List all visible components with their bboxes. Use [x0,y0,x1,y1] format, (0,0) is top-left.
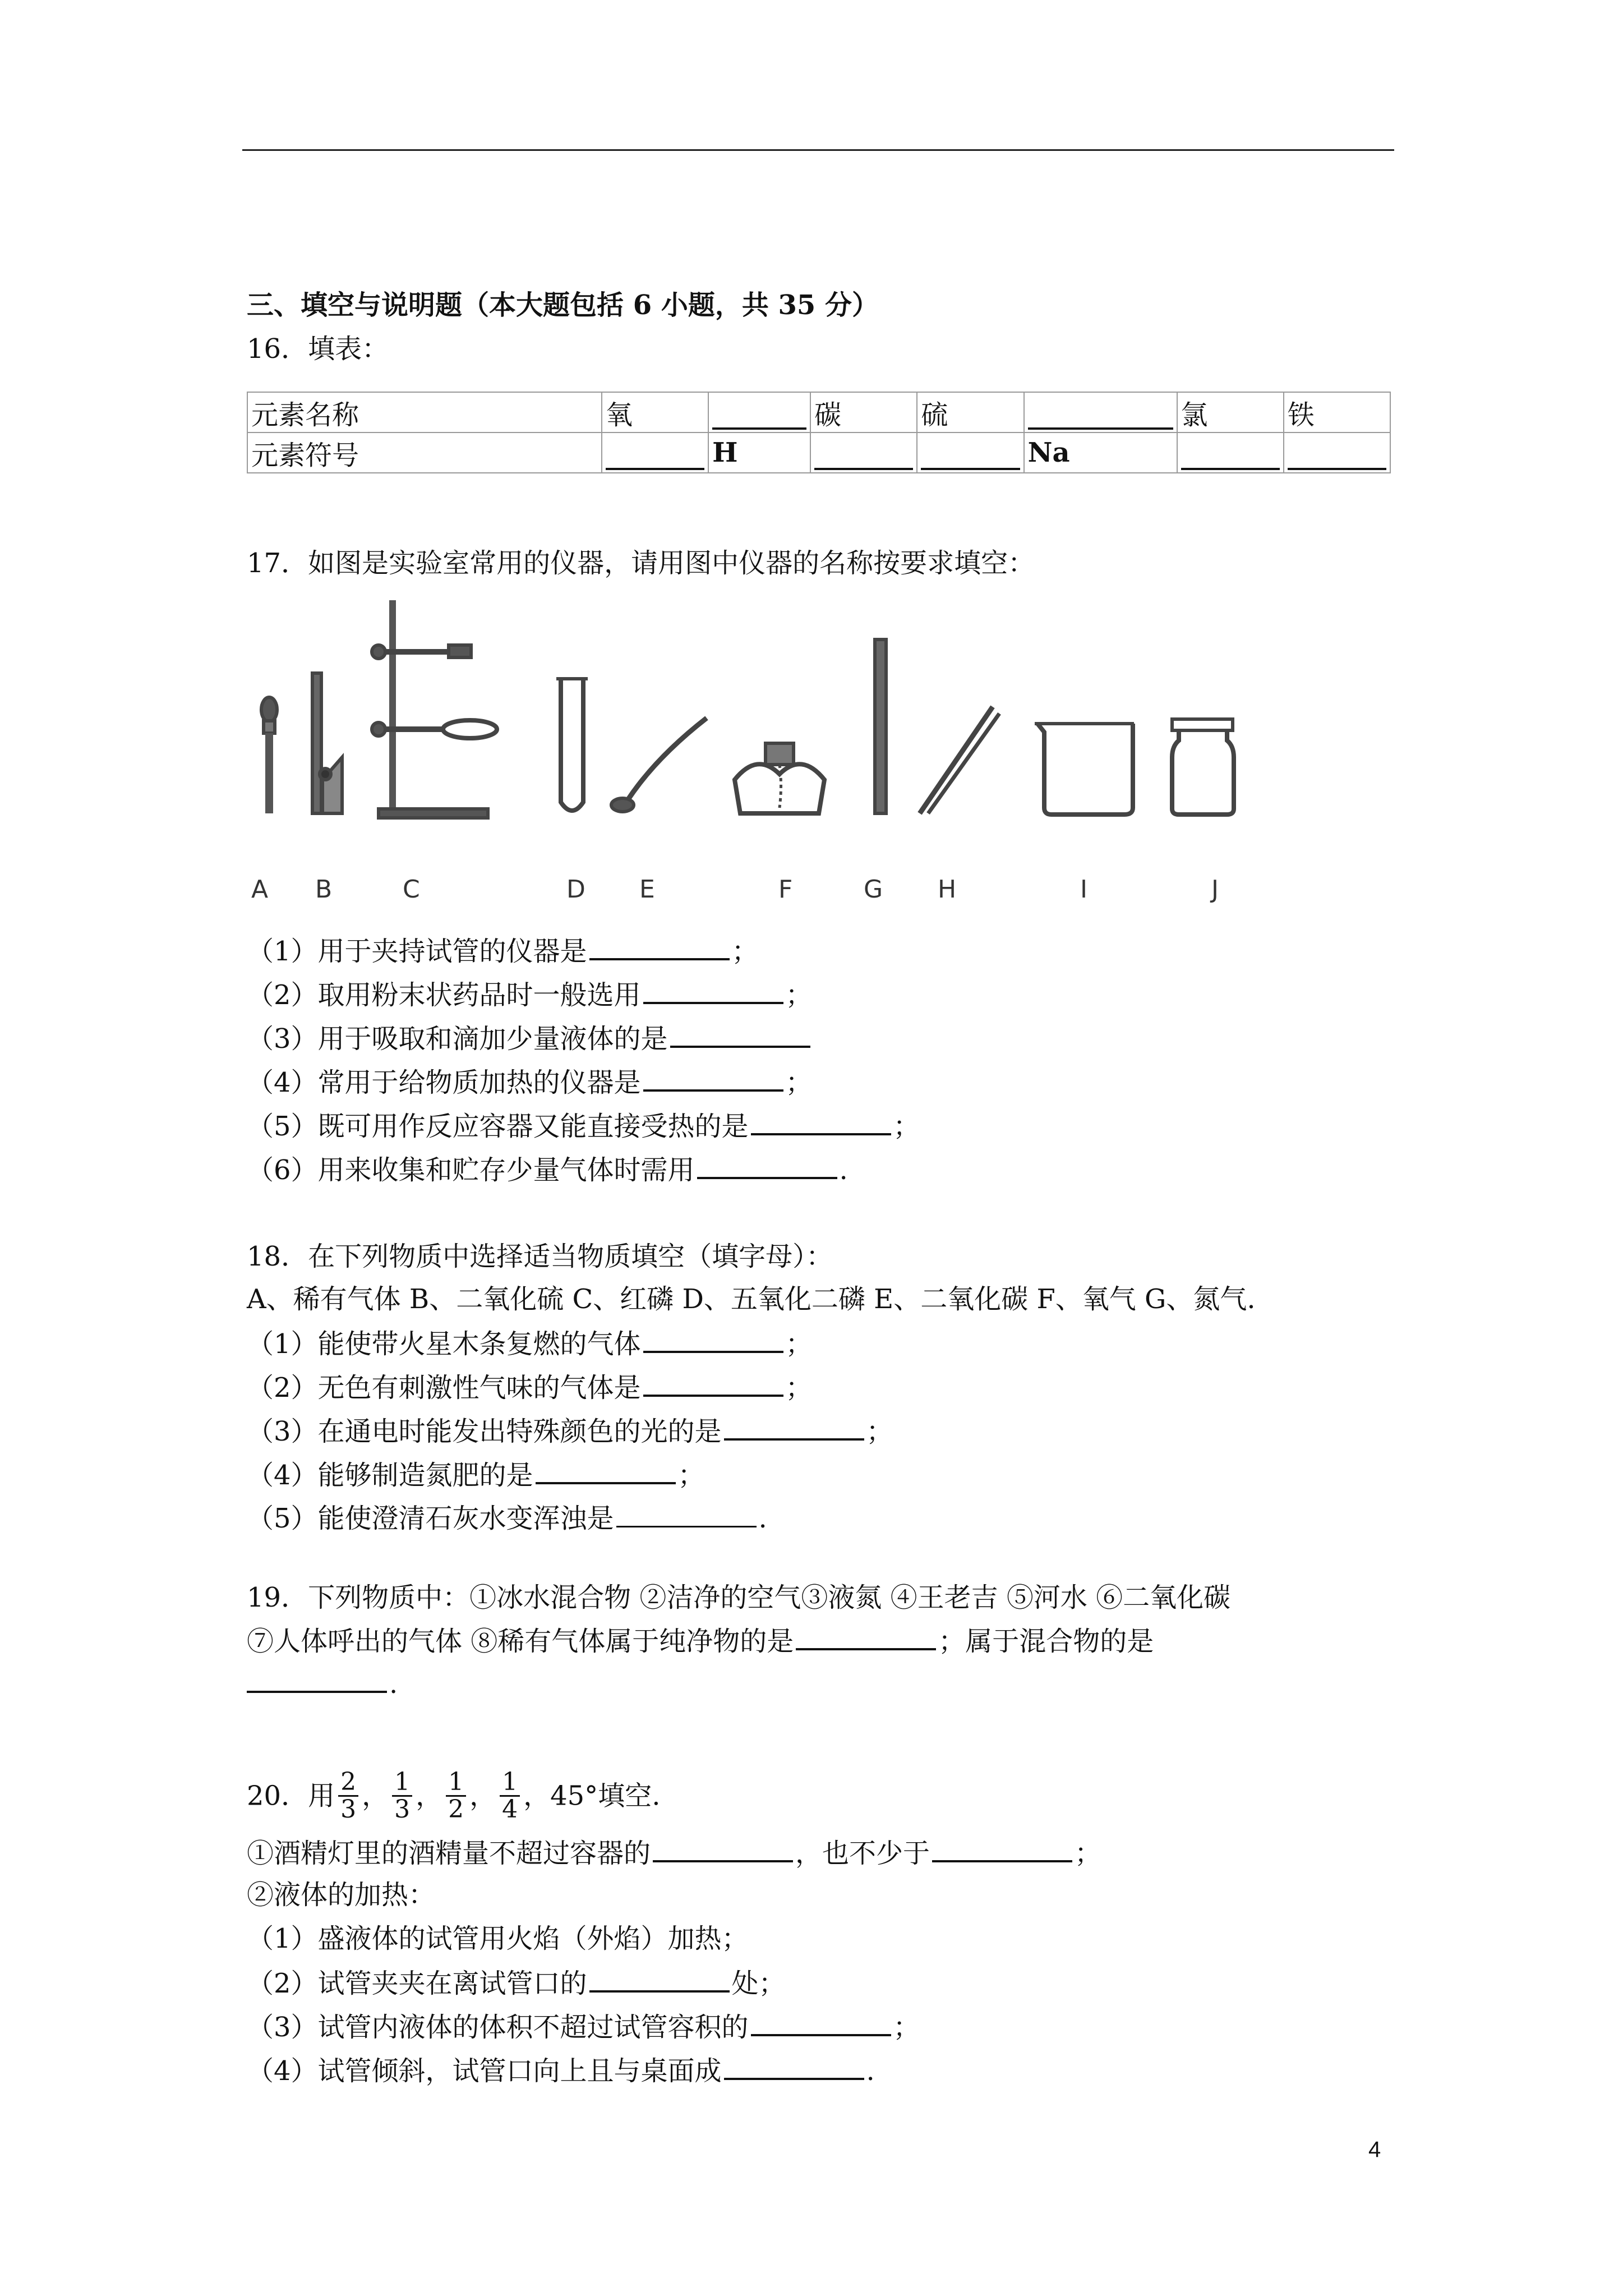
answer-blank[interactable] [724,1412,864,1441]
label-e: E [639,875,655,904]
answer-blank[interactable] [589,932,730,960]
q20-item-2: （2）试管夹夹在离试管口的 处； [247,1964,786,2001]
label-i: I [1080,875,1087,904]
answer-blank[interactable] [643,1064,783,1092]
label-g: G [864,875,883,904]
fraction: $\frac{1}{3}$ [392,1769,412,1823]
q17-title: 17．如图是实验室常用的仪器，请用图中仪器的名称按要求填空： [247,547,1035,579]
gas-collecting-bottle-icon [1172,719,1234,815]
q17-item-1: （1）用于夹持试管的仪器是 ； [247,932,759,969]
q18-title: 18．在下列物质中选择适当物质填空（填字母）： [247,1241,833,1272]
answer-blank[interactable] [643,976,783,1004]
q18-item-3: （3）在通电时能发出特殊颜色的光的是 ； [247,1412,893,1450]
q20-item-3: （3）试管内液体的体积不超过试管容积的 ； [247,2008,920,2045]
q17-item-6: （6）用来收集和贮存少量气体时需用 . [247,1151,848,1188]
table-row-names [247,392,1390,432]
table-cell-blank[interactable] [602,432,708,473]
answer-blank[interactable] [589,1964,730,1993]
q20-item-1: （1）盛液体的试管用火焰（外焰）加热； [247,1923,749,1954]
q18-item-2: （2）无色有刺激性气味的气体是 ； [247,1369,813,1406]
table-cell: H [708,432,810,473]
q20-item-4: （4）试管倾斜，试管口向上且与桌面成 . [247,2052,875,2089]
header-rule [242,149,1394,151]
table-cell: 氯 [1177,392,1284,432]
answer-blank[interactable] [643,1325,783,1353]
table-cell-blank[interactable] [1024,392,1177,432]
alcohol-lamp-icon [735,743,824,813]
table-cell: 元素符号 [247,432,602,473]
table-cell-blank[interactable] [810,432,917,473]
table-cell: Na [1024,432,1177,473]
q17-item-4: （4）常用于给物质加热的仪器是 ； [247,1064,813,1101]
label-d: D [566,875,585,904]
lab-apparatus-figure [241,589,1284,825]
element-table [247,392,1391,473]
table-cell-blank[interactable] [917,432,1023,473]
q20-line-1: ①酒精灯里的酒精量不超过容器的 ，也不少于 ； [247,1834,1101,1871]
fraction: $\frac{2}{3}$ [338,1769,358,1823]
test-tube-icon [556,679,588,811]
dropper-icon [261,697,277,813]
answer-blank[interactable] [796,1622,936,1650]
table-cell-blank[interactable] [1284,432,1390,473]
label-b: B [315,875,333,904]
answer-blank[interactable] [247,1665,387,1693]
label-f: F [778,875,793,904]
q19-line-2: ⑦人体呼出的气体 ⑧稀有气体属于纯净物的是 ；属于混合物的是 [247,1622,1154,1659]
q18-item-4: （4）能够制造氮肥的是 ； [247,1456,705,1493]
table-cell: 氧 [602,392,708,432]
answer-blank[interactable] [751,2008,891,2036]
q16-title: 16．填表： [247,333,389,365]
table-row-symbols [247,432,1390,473]
answer-blank[interactable] [536,1456,676,1484]
test-tube-holder-icon [312,673,342,813]
answer-blank[interactable] [670,1020,810,1048]
q19-line-3: . [247,1665,398,1702]
answer-blank[interactable] [643,1369,783,1397]
table-cell: 铁 [1284,392,1390,432]
answer-blank[interactable] [697,1151,837,1179]
label-a: A [251,875,269,904]
tweezers-icon [920,707,999,813]
iron-stand-icon [372,600,497,818]
answer-blank[interactable] [653,1834,793,1862]
table-cell-blank[interactable] [708,392,810,432]
q19-line-1: 19．下列物质中：①冰水混合物 ②洁净的空气③液氮 ④王老吉 ⑤河水 ⑥二氧化碳 [247,1582,1231,1613]
label-j: J [1211,875,1219,904]
answer-blank[interactable] [724,2052,864,2080]
q20-line-2: ②液体的加热： [247,1879,436,1911]
q18-item-5: （5）能使澄清石灰水变浑浊是 . [247,1500,767,1536]
answer-blank[interactable] [751,1107,891,1135]
q20-title: 20．用 $\frac{2}{3}$ ， $\frac{1}{3}$ ， $\frac{1}{2}$ ， $\frac{1}{4}$ ，45°填空. [247,1768,661,1824]
glass-rod-icon [875,639,886,813]
beaker-icon [1035,724,1134,815]
page-number: 4 [1368,2137,1381,2162]
q18-options: A、稀有气体 B、二氧化硫 C、红磷 D、五氧化二磷 E、二氧化碳 F、氧气 G、氮气. [247,1283,1256,1315]
table-cell-blank[interactable] [1177,432,1284,473]
q17-item-3: （3）用于吸取和滴加少量液体的是 [247,1020,813,1057]
q17-item-5: （5）既可用作反应容器又能直接受热的是 ； [247,1107,920,1144]
label-h: H [938,875,957,904]
fraction: $\frac{1}{2}$ [446,1769,466,1823]
q17-item-2: （2）取用粉末状药品时一般选用 ； [247,976,813,1013]
table-cell: 元素名称 [247,392,602,432]
table-cell: 碳 [810,392,917,432]
medicine-spoon-icon [611,718,707,812]
answer-blank[interactable] [616,1500,757,1527]
answer-blank[interactable] [932,1834,1072,1862]
fraction: $\frac{1}{4}$ [500,1769,520,1823]
q18-item-1: （1）能使带火星木条复燃的气体 ； [247,1325,813,1362]
section-title: 三、填空与说明题（本大题包括 6 小题，共 35 分） [247,289,879,321]
label-c: C [403,875,420,904]
table-cell: 硫 [917,392,1023,432]
